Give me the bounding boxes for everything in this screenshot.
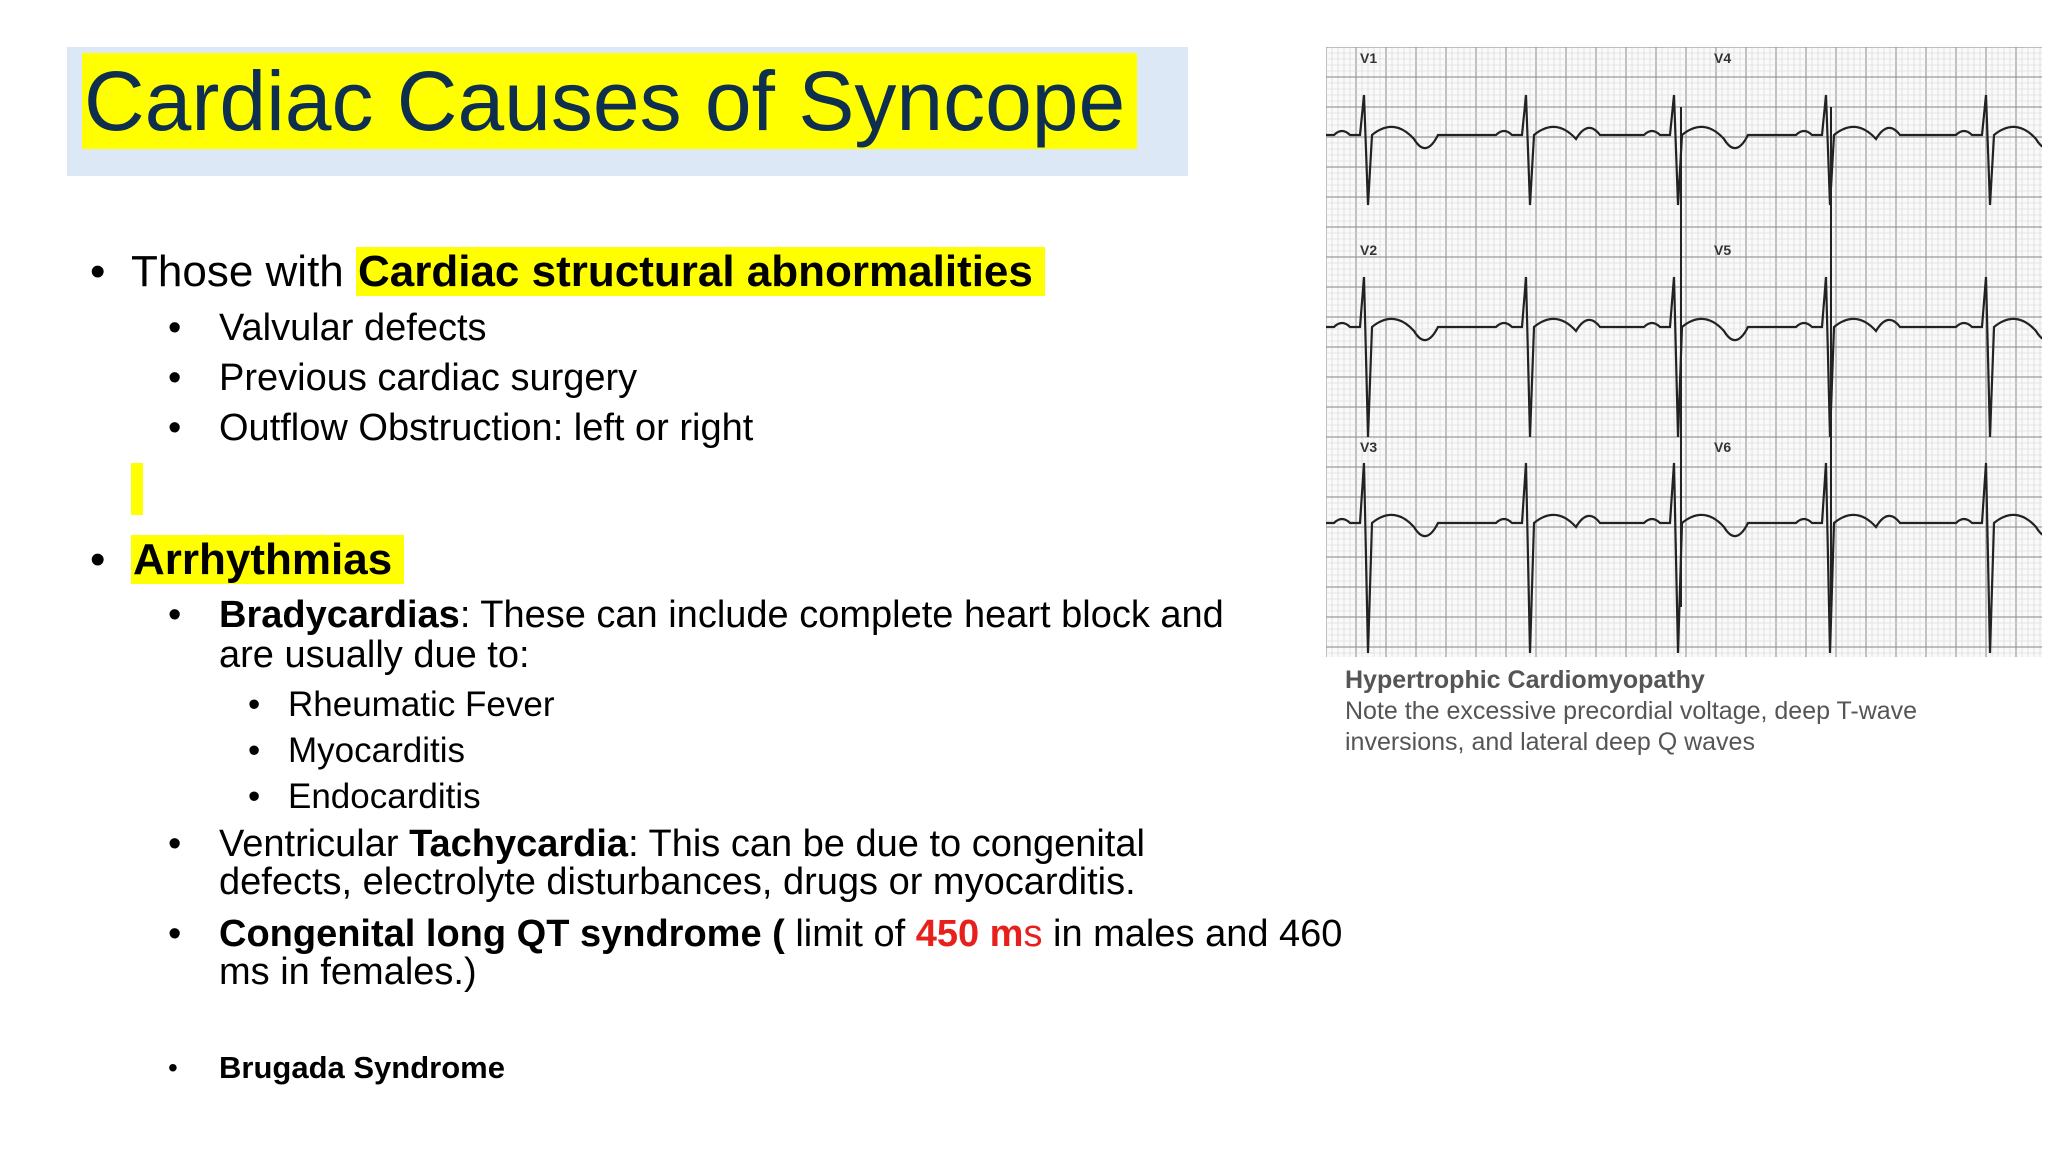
- bullet-arrhythmias: [131, 535, 404, 585]
- lead-label-v3: V3: [1360, 439, 1378, 455]
- longqt-text1: limit of: [784, 913, 916, 955]
- lead-label-v1: V1: [1360, 50, 1378, 66]
- bullet-tachy-line1: [219, 824, 1145, 864]
- tachy-rest: : This can be due to congenital: [628, 823, 1145, 865]
- bullet-tachy-line2: defects, electrolyte disturbances, drugs or myocarditis.: [219, 861, 1136, 903]
- bullet-dot: •: [248, 731, 261, 770]
- tachy-bold: Tachycardia: [409, 823, 629, 865]
- longqt-text2: in males and 460: [1042, 913, 1343, 955]
- bullet-dot: •: [168, 307, 182, 349]
- bullet-longqt-line1: [219, 914, 1342, 954]
- tachy-prefix: Ventricular: [219, 823, 410, 865]
- bullet-structural: [131, 247, 1045, 297]
- ecg-background: [1326, 47, 2042, 657]
- bullet-endocarditis: Endocarditis: [288, 777, 481, 816]
- bullet-dot: •: [248, 685, 261, 724]
- bullet-outflow: Outflow Obstruction: left or right: [219, 407, 754, 449]
- bullet-brady-line1: [219, 595, 1224, 635]
- bullet-brady-line2: are usually due to:: [219, 634, 530, 676]
- bullet-dot: •: [168, 357, 182, 399]
- bullet-structural-highlight: Cardiac structural abnormalities: [356, 247, 1045, 296]
- bullet-rheumatic: Rheumatic Fever: [288, 685, 555, 724]
- lead-label-v5: V5: [1714, 242, 1732, 258]
- bullet-arrhythmias-label: Arrhythmias: [131, 535, 404, 584]
- longqt-bold: Congenital long QT syndrome (: [219, 913, 785, 955]
- figure-caption: [1345, 665, 1985, 758]
- bullet-longqt-line2: ms in females.): [219, 951, 477, 993]
- bullet-brugada: Brugada Syndrome: [219, 1050, 505, 1085]
- bullet-previous-surgery: Previous cardiac surgery: [219, 357, 638, 399]
- caption-text: Note the excessive precordial voltage, deep T-wave inversions, and lateral deep Q waves: [1345, 697, 1918, 756]
- bullet-dot: •: [168, 407, 182, 449]
- lead-label-v2: V2: [1360, 242, 1378, 258]
- bullet-structural-prefix: Those with: [131, 247, 356, 296]
- brady-bold: Bradycardias: [219, 594, 460, 636]
- longqt-red: s: [1023, 913, 1043, 955]
- bullet-dot: •: [168, 823, 182, 865]
- slide-title: Cardiac Causes of Syncope: [82, 53, 1137, 149]
- bullet-dot: •: [168, 913, 182, 955]
- brady-rest: : These can include complete heart block and: [459, 594, 1224, 636]
- bullet-dot: •: [248, 777, 261, 816]
- lead-label-v6: V6: [1714, 439, 1732, 455]
- bullet-valvular: Valvular defects: [219, 307, 487, 349]
- longqt-red-bold: 450 m: [915, 913, 1024, 955]
- ecg-image: [1326, 47, 2042, 657]
- bullet-dot: •: [90, 535, 106, 584]
- bullet-dot: •: [90, 247, 106, 296]
- lead-label-v4: V4: [1714, 50, 1732, 66]
- highlight-mark: [131, 463, 143, 515]
- bullet-myocarditis: Myocarditis: [288, 731, 465, 770]
- caption-title: Hypertrophic Cardiomyopathy: [1345, 666, 1705, 694]
- bullet-dot: •: [168, 594, 182, 636]
- bullet-dot: •: [168, 1052, 178, 1083]
